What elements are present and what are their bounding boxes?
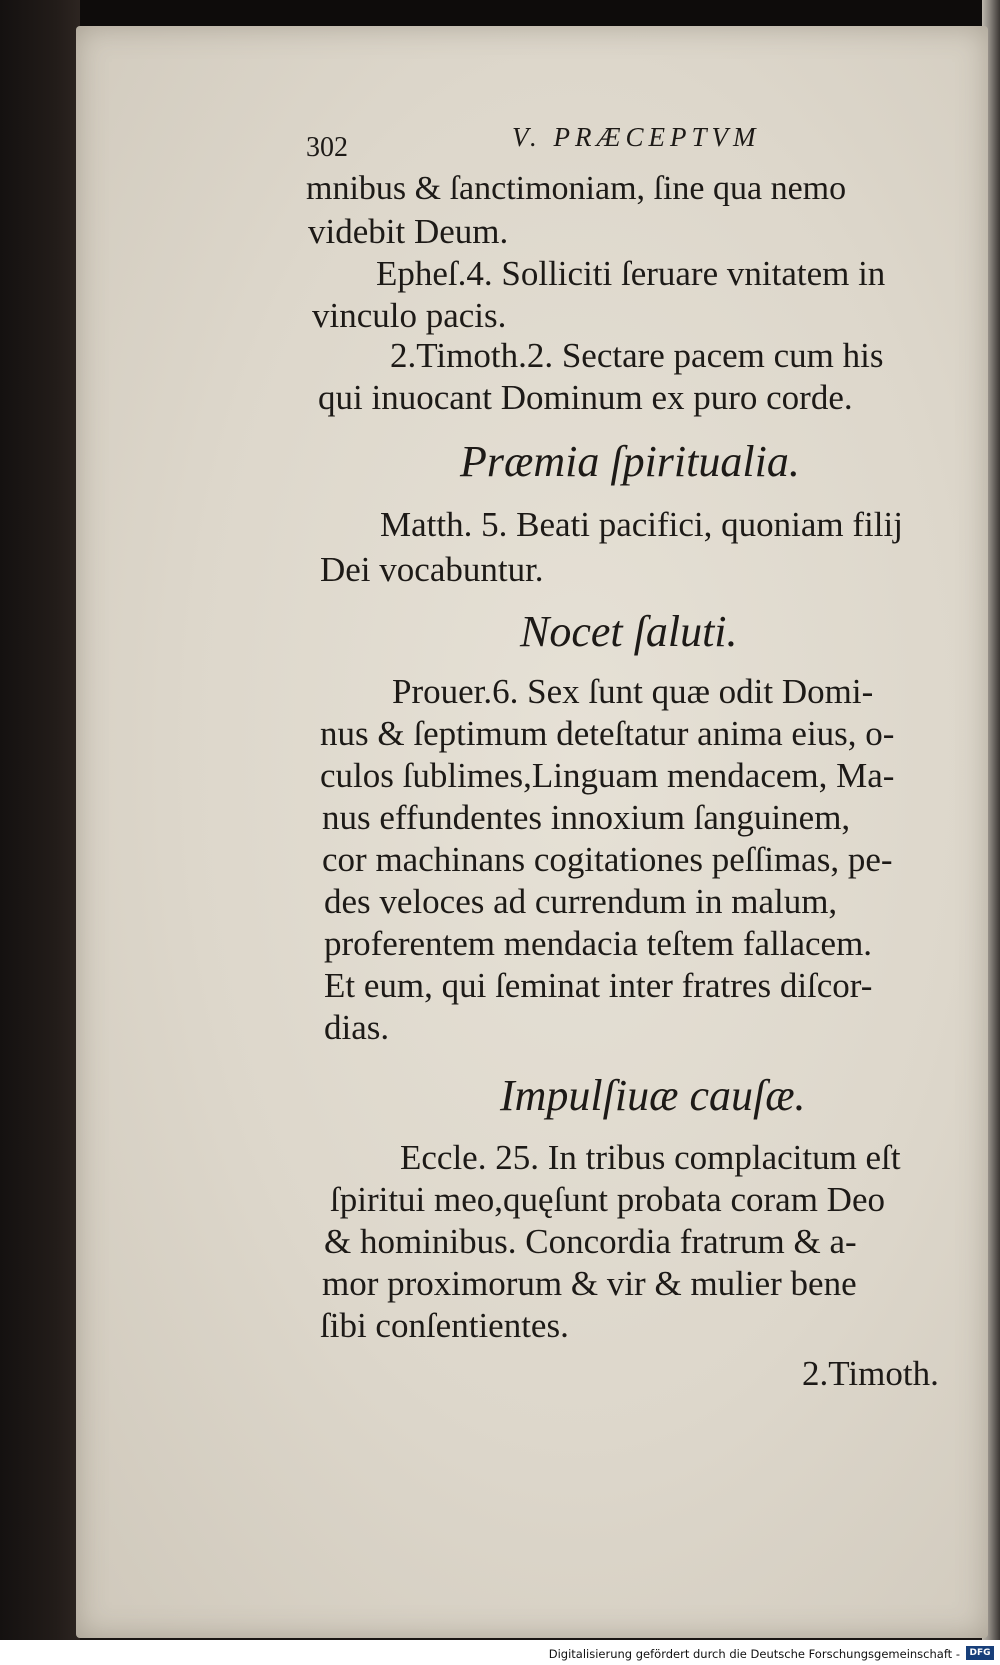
section-heading: Impulſiuæ cauſæ. [500,1071,806,1120]
text-line: des veloces ad currendum in malum, [324,882,838,921]
text-line: ſpiritui meo,quęſunt probata coram Deo [330,1180,885,1219]
footer-bar [0,1640,1000,1665]
book-spine-shadow [0,0,80,1665]
text-line: cor machinans cogitationes peſſimas, pe- [322,840,893,879]
text-line: 2.Timoth.2. Sectare pacem cum his [390,336,884,375]
text-line: proferentem mendacia teſtem fallacem. [324,924,873,963]
text-line: mnibus & ſanctimoniam, ſine qua nemo [306,170,847,207]
text-line: & hominibus. Concordia fratrum & a- [324,1222,857,1261]
text-line: Prouer.6. Sex ſunt quæ odit Domi- [392,672,874,711]
text-line: Epheſ.4. Solliciti ſeruare vnitatem in [376,254,886,293]
text-line: mor proximorum & vir & mulier bene [322,1264,857,1303]
section-heading: Præmia ſpiritualia. [460,437,800,486]
page-number: 302 [306,132,348,163]
text-line: vinculo pacis. [312,296,507,335]
text-line: culos ſublimes,Linguam mendacem, Ma- [320,756,895,795]
text-line: ſibi conſentientes. [320,1306,569,1345]
dfg-logo-icon: DFG [966,1646,994,1660]
text-line: nus effundentes innoxium ſanguinem, [322,798,851,837]
running-head: V. PRÆCEPTVM [512,122,761,152]
text-line: Dei vocabuntur. [320,550,544,589]
section-heading: Nocet ſaluti. [520,607,738,656]
text-line: Eccle. 25. In tribus complacitum eſt [400,1138,901,1177]
footer-credit: Digitalisierung gefördert durch die Deutsche Forschungsgemeinschaft - [548,1647,960,1661]
text-line: nus & ſeptimum deteſtatur anima eius, o- [320,714,895,753]
text-line: Matth. 5. Beati pacifici, quoniam filij [380,505,903,544]
text-line: qui inuocant Dominum ex puro corde. [318,378,853,417]
text-line: dias. [324,1008,390,1047]
text-line: Et eum, qui ſeminat inter fratres diſcor- [324,966,873,1005]
text-line: videbit Deum. [308,212,509,251]
catchword: 2.Timoth. [802,1354,939,1393]
